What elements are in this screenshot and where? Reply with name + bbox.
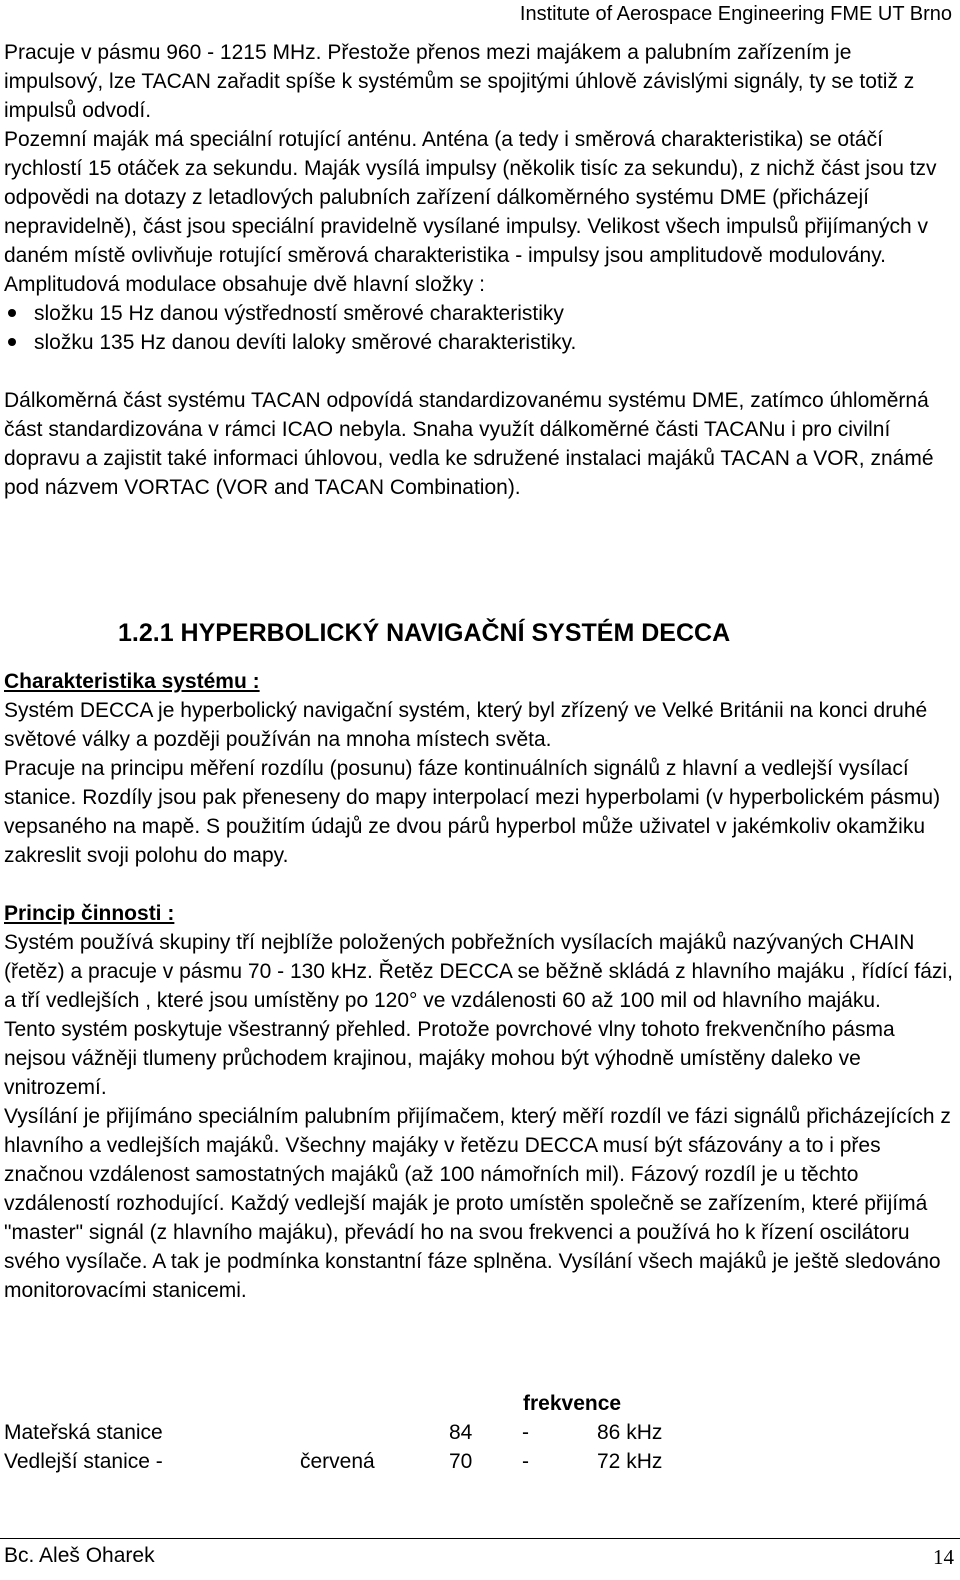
station-name: Vedlejší stanice - (4, 1450, 163, 1473)
paragraph: Pracuje na principu měření rozdílu (posunu) fáze kontinuálních signálů z hlavní a vedlejší vysílací stanice. Rozdíly jsou pak přeneseny do mapy interpolací mezi hyperbolami (v hyperbolickém pásmu) vepsaného na mapě. S použitím údajů ze dvou párů hyperbol může uživatel v jakémkoliv okamžiku zakreslit svoji polohu do mapy. (4, 757, 941, 867)
subheading: Princip činnosti : (4, 902, 175, 925)
frequency-row (4, 1418, 904, 1447)
station-name: Mateřská stanice (4, 1421, 163, 1444)
footer-divider (0, 1538, 960, 1539)
paragraph: Dálkoměrná část systému TACAN odpovídá standardizovanému systému DME, zatímco úhloměrná část standardizována v rámci ICAO nebyla. Snaha využít dálkoměrné části TACANu i pro civilní dopravu a zajistit také informaci úhlovou, vedla ke sdružené instalaci majáků TACAN a VOR, známé pod názvem VORTAC (VOR and TACAN Combination). (4, 389, 934, 499)
paragraph: Vysílání je přijímáno speciálním palubním přijímačem, který měří rozdíl ve fázi signálů přicházejících z hlavního a vedlejších majáků. Všechny majáky v řetězu DECCA musí být sfázovány a to i přes značnou vzdálenost samostatných majáků (až 100 námořních mil). Fázový rozdíl je u těchto vzdáleností rozhodující. Každý vedlejší maják je proto umístěn společně se zařízením, které přijímá "master" signál (z hlavního majáku), převádí ho na svou frekvenci a používá ho k řízení oscilátoru svého vysílače. A tak je podmínka konstantní fáze splněna. Vysílání všech majáků je ještě sledováno monitorovacími stanicemi. (4, 1105, 951, 1302)
frequency-to: 72 kHz (597, 1450, 663, 1473)
frequency-row (4, 1447, 904, 1476)
frequency-from: 70 (449, 1450, 473, 1473)
page-header-institute: Institute of Aerospace Engineering FME UT Brno (519, 3, 952, 25)
subheading: Charakteristika systému : (4, 670, 260, 693)
range-dash: - (522, 1450, 529, 1473)
paragraph: Tento systém poskytuje všestranný přehled. Protože povrchové vlny tohoto frekvenčního pásma nejsou vážněji tlumeny průchodem krajinou, majáky mohou být výhodně umístěny daleko ve vnitrozemí. (4, 1018, 895, 1099)
footer-author: Bc. Aleš Oharek (4, 1544, 155, 1567)
paragraph: Systém používá skupiny tří nejblíže položených pobřežních vysílacích majáků nazývaných CHAIN (řetěz) a pracuje v pásmu 70 - 130 kHz. Řetěz DECCA se běžně skládá z hlavního majáku , řídící fázi, a tří vedlejších , které jsou umístěny po 120° ve vzdálenosti 60 až 100 mil od hlavního majáku. (4, 931, 953, 1012)
frequency-from: 84 (449, 1421, 473, 1444)
paragraph: Systém DECCA je hyperbolický navigační systém, který byl zřízený ve Velké Británii na konci druhé světové války a později používán na mnoha místech světa. (4, 699, 928, 751)
bullet-list (4, 299, 954, 357)
bullet-item: složku 15 Hz danou výstředností směrové charakteristiky (4, 299, 954, 328)
section-heading: 1.2.1 HYPERBOLICKÝ NAVIGAČNÍ SYSTÉM DECCA (118, 619, 731, 647)
page-number: 14 (933, 1545, 954, 1569)
frequency-title: frekvence (523, 1392, 622, 1415)
range-dash: - (522, 1421, 529, 1444)
paragraph: Pozemní maják má speciální rotující anténu. Anténa (a tedy i směrová charakteristika) se otáčí rychlostí 15 otáček za sekundu. Maják vysílá impulsy (několik tisíc za sekundu), z nichž část jsou tzv odpovědi na dotazy z letadlových palubních zařízení dálkoměrného systému DME (přicházejí nepravidelně), část jsou speciální pravidelně vysílané impulsy. Velikost všech impulsů přijímaných v daném místě ovlivňuje rotující směrová charakteristika - impulsy jsou amplitudově modulovány. Amplitudová modulace obsahuje dvě hlavní složky : (4, 128, 937, 296)
frequency-to: 86 kHz (597, 1421, 663, 1444)
paragraph: Pracuje v pásmu 960 - 1215 MHz. Přestože přenos mezi majákem a palubním zařízením je impulsový, lze TACAN zařadit spíše k systémům se spojitými úhlově závislými signály, ty se totiž z impulsů odvodí. (4, 41, 915, 122)
decca-text-block (4, 667, 954, 1305)
station-color: červená (300, 1450, 375, 1473)
tacan-text-block (4, 38, 954, 502)
bullet-item: složku 135 Hz danou devíti laloky směrové charakteristiky. (4, 328, 954, 357)
